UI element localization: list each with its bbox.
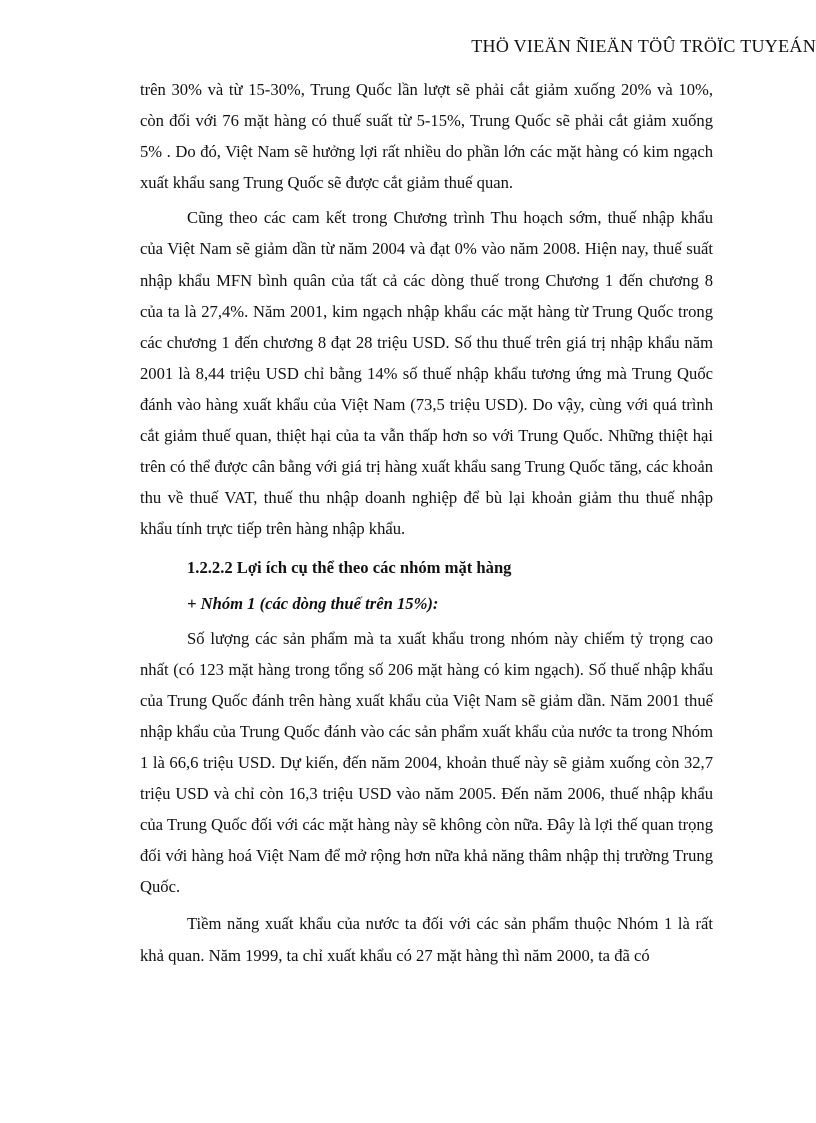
paragraph-import-tax: Cũng theo các cam kết trong Chương trình Thu hoạch sớm, thuế nhập khẩu của Việt Nam sẽ giảm dần từ năm 2004 và đạt 0% vào năm 2008. Hiện nay, thuế suất nhập khẩu MFN bình quân của tất cả các dòng thuế trong Chương 1 đến chương 8 của ta là 27,4%. Năm 2001, kim ngạch nhập khẩu các mặt hàng từ Trung Quốc trong các chương 1 đến chương 8 đạt 28 triệu USD. Số thu thuế trên giá trị nhập khẩu năm 2001 là 8,44 triệu USD chỉ bằng 14% số thuế nhập khẩu tương ứng mà Trung Quốc đánh vào hàng xuất khẩu của Việt Nam (73,5 triệu USD). Do vậy, cùng với quá trình cắt giảm thuế quan, thiệt hại của ta vẫn thấp hơn so với Trung Quốc. Những thiệt hại trên có thể được cân bằng với giá trị hàng xuất khẩu sang Trung Quốc tăng, các khoản thu về thuế VAT, thuế thu nhập doanh nghiệp để bù lại khoản giảm thu thuế nhập khẩu tính trực tiếp trên hàng nhập khẩu. bbox=[140, 208, 713, 539]
section-heading: 1.2.2.2 Lợi ích cụ thể theo các nhóm mặt hàng bbox=[187, 558, 512, 578]
paragraph-continuation: trên 30% và từ 15-30%, Trung Quốc lần lượt sẽ phải cắt giảm xuống 20% và 10%, còn đối với 76 mặt hàng có thuế suất từ 5-15%, Trung Quốc sẽ phải cắt giảm xuống 5% . Do đó, Việt Nam sẽ hưởng lợi rất nhiều do phần lớn các mặt hàng có kim ngạch xuất khẩu sang Trung Quốc sẽ được cắt giảm thuế quan. bbox=[140, 80, 713, 193]
paragraph-group-1: Số lượng các sản phẩm mà ta xuất khẩu trong nhóm này chiếm tỷ trọng cao nhất (có 123 mặt hàng trong tổng số 206 mặt hàng có kim ngạch). Số thuế nhập khẩu của Trung Quốc đánh trên hàng xuất khẩu của Việt Nam sẽ giảm dần. Năm 2001 thuế nhập khẩu của Trung Quốc đánh vào các sản phẩm xuất khẩu của nước ta trong Nhóm 1 là 66,6 triệu USD. Dự kiến, đến năm 2004, khoản thuế này sẽ giảm xuống còn 32,7 triệu USD và chỉ còn 16,3 triệu USD vào năm 2005. Đến năm 2006, thuế nhập khẩu của Trung Quốc đối với các mặt hàng này sẽ không còn nữa. Đây là lợi thế quan trọng đối với hàng hoá Việt Nam để mở rộng hơn nữa khả năng thâm nhập thị trường Trung Quốc. bbox=[140, 628, 713, 897]
paragraph-export-potential: Tiềm năng xuất khẩu của nước ta đối với các sản phẩm thuộc Nhóm 1 là rất khả quan. Năm 1999, ta chỉ xuất khẩu có 27 mặt hàng thì năm 2000, ta đã có bbox=[140, 914, 713, 965]
page-header: THÖ VIEÄN ÑIEÄN TÖÛ TRÖÏC TUYEÁN bbox=[471, 36, 816, 56]
group-heading: + Nhóm 1 (các dòng thuế trên 15%): bbox=[187, 593, 439, 613]
document-body bbox=[140, 74, 713, 971]
